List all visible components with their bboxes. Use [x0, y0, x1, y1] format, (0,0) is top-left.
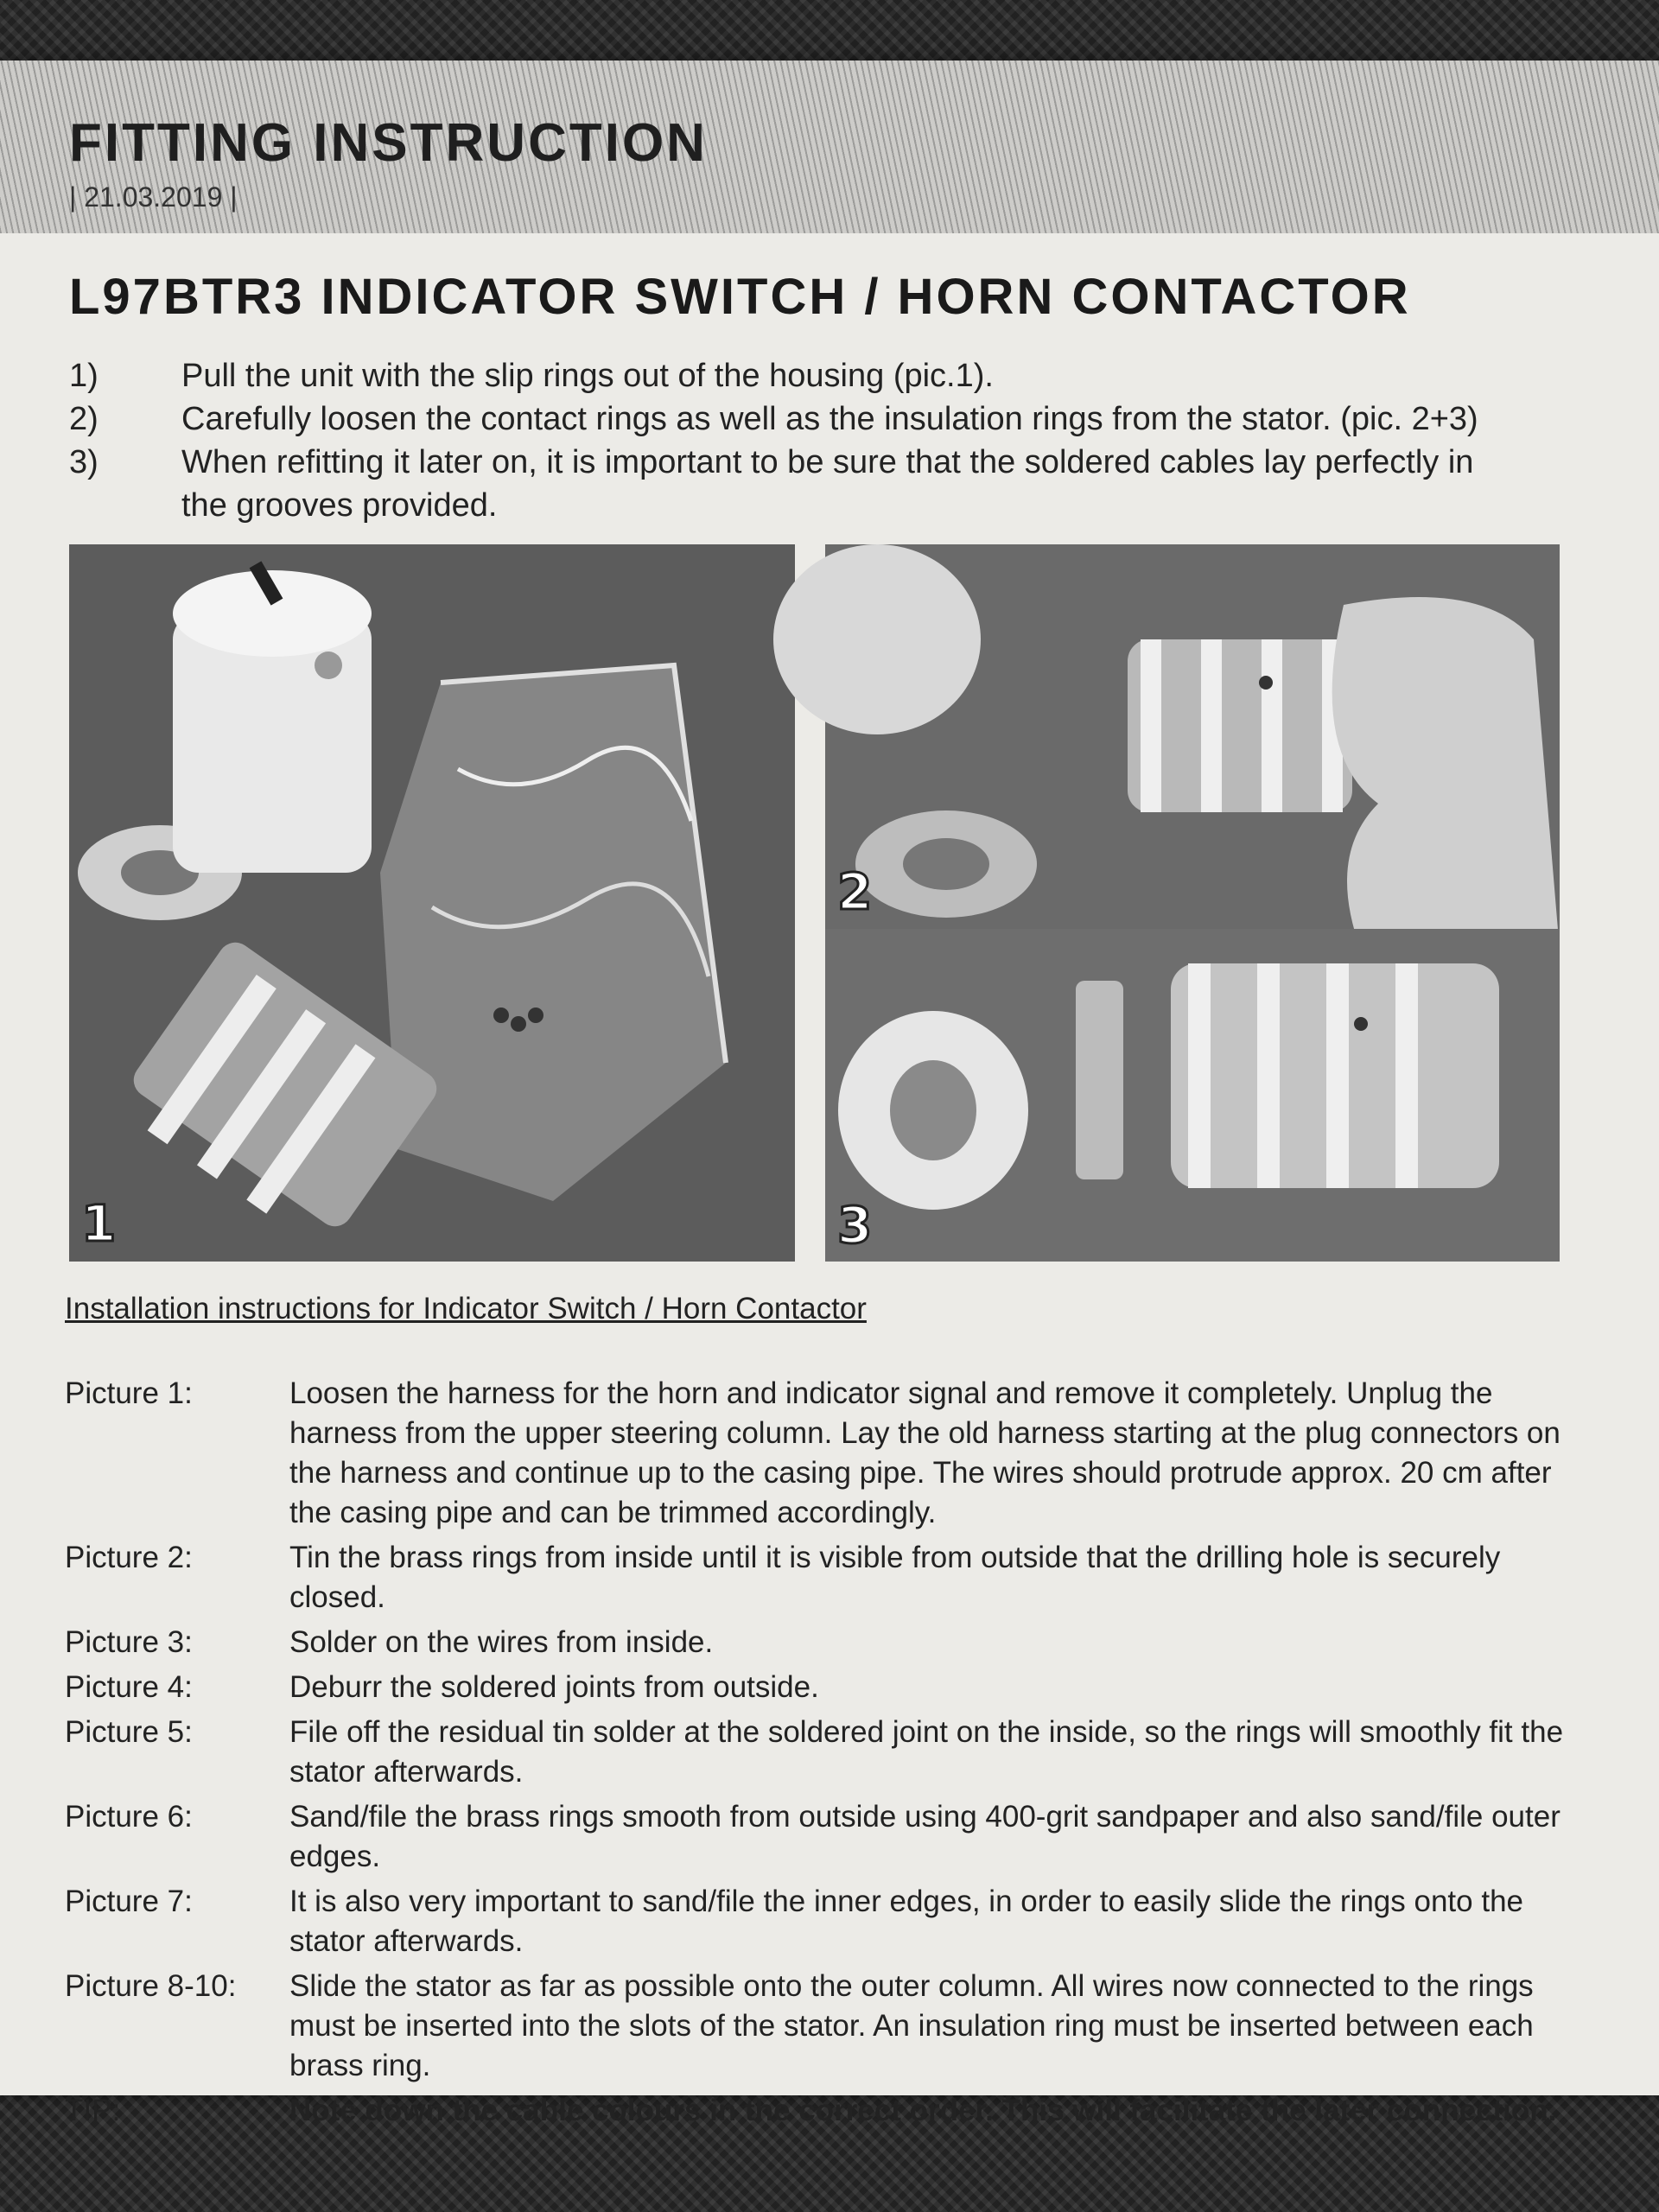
- step-text: Pull the unit with the slip rings out of the housing (pic.1).: [181, 358, 994, 394]
- picture-2: [825, 544, 1560, 950]
- instruction-row: [65, 1668, 1586, 1707]
- step-number: 2): [69, 401, 99, 437]
- instruction-label: Picture 7:: [65, 1885, 193, 1918]
- instruction-label: Picture 8-10:: [65, 1969, 237, 2003]
- tip-label: TIP:: [65, 2094, 121, 2127]
- picture-2-illustration: [825, 544, 1560, 950]
- tip-text: Note down the cable colours in the correct order. This will facilitate the later connection.: [289, 2094, 1557, 2127]
- instruction-text: Solder on the wires from inside.: [289, 1625, 714, 1659]
- instruction-row: [65, 1967, 1586, 2086]
- picture-3: [825, 929, 1560, 1262]
- instruction-row: [65, 1374, 1586, 1533]
- installation-heading: Installation instructions for Indicator Switch / Horn Contactor: [65, 1292, 867, 1325]
- instruction-row: [65, 1882, 1586, 1961]
- instruction-text: Loosen the harness for the horn and indicator signal and remove it completely. Unplug the harness from the upper steering column. Lay the old harness starting at the plug connectors on the harness and continue up to the casing pipe. The wires should protrude approx. 20 cm after the casing pipe and can be trimmed accordingly.: [289, 1376, 1560, 1529]
- instruction-label: Picture 1:: [65, 1376, 193, 1410]
- installation-list: [65, 1374, 1586, 2136]
- instruction-label: Picture 3:: [65, 1625, 193, 1659]
- instruction-text: Tin the brass rings from inside until it is visible from outside that the drilling hole is securely closed.: [289, 1541, 1501, 1614]
- step-number: 1): [69, 358, 99, 394]
- instruction-text: File off the residual tin solder at the soldered joint on the inside, so the rings will smoothly fit the stator afterwards.: [289, 1715, 1564, 1789]
- picture-3-label: 3: [837, 1196, 873, 1255]
- document-date: | 21.03.2019 |: [69, 181, 238, 213]
- picture-1: [69, 544, 795, 1262]
- product-title: L97BTR3 INDICATOR SWITCH / HORN CONTACTOR: [69, 269, 1411, 325]
- instruction-text: Sand/file the brass rings smooth from outside using 400-grit sandpaper and also sand/file outer edges.: [289, 1800, 1560, 1873]
- instruction-row: [65, 1797, 1586, 1877]
- instruction-text: Deburr the soldered joints from outside.: [289, 1670, 819, 1704]
- tip-row: [65, 2091, 1586, 2131]
- instruction-row: [65, 1538, 1586, 1618]
- steps-list: [69, 354, 1521, 527]
- instruction-label: Picture 2:: [65, 1541, 193, 1574]
- instruction-sheet: [0, 60, 1659, 2127]
- step-item: [69, 354, 1521, 397]
- picture-1-illustration: [69, 544, 795, 1262]
- document-title: FITTING INSTRUCTION: [69, 113, 708, 173]
- instruction-text: Slide the stator as far as possible onto the outer column. All wires now connected to the rings must be inserted into the slots of the stator. An insulation ring must be inserted between each brass ring.: [289, 1969, 1534, 2082]
- picture-1-label: 1: [81, 1194, 117, 1253]
- step-text: Carefully loosen the contact rings as well as the insulation rings from the stator. (pic. 2+3): [181, 401, 1478, 437]
- instruction-label: Picture 6:: [65, 1800, 193, 1834]
- instruction-row: [65, 1713, 1586, 1792]
- picture-3-illustration: [825, 929, 1560, 1262]
- step-item: [69, 397, 1521, 441]
- step-item: [69, 441, 1521, 527]
- instruction-label: Picture 4:: [65, 1670, 193, 1704]
- instruction-text: It is also very important to sand/file the inner edges, in order to easily slide the rings onto the stator afterwards.: [289, 1885, 1523, 1958]
- step-number: 3): [69, 444, 99, 480]
- picture-2-label: 2: [837, 862, 873, 921]
- instruction-row: [65, 1623, 1586, 1662]
- instruction-label: Picture 5:: [65, 1715, 193, 1749]
- step-text: When refitting it later on, it is important to be sure that the soldered cables lay perfectly in the grooves provided.: [181, 444, 1474, 524]
